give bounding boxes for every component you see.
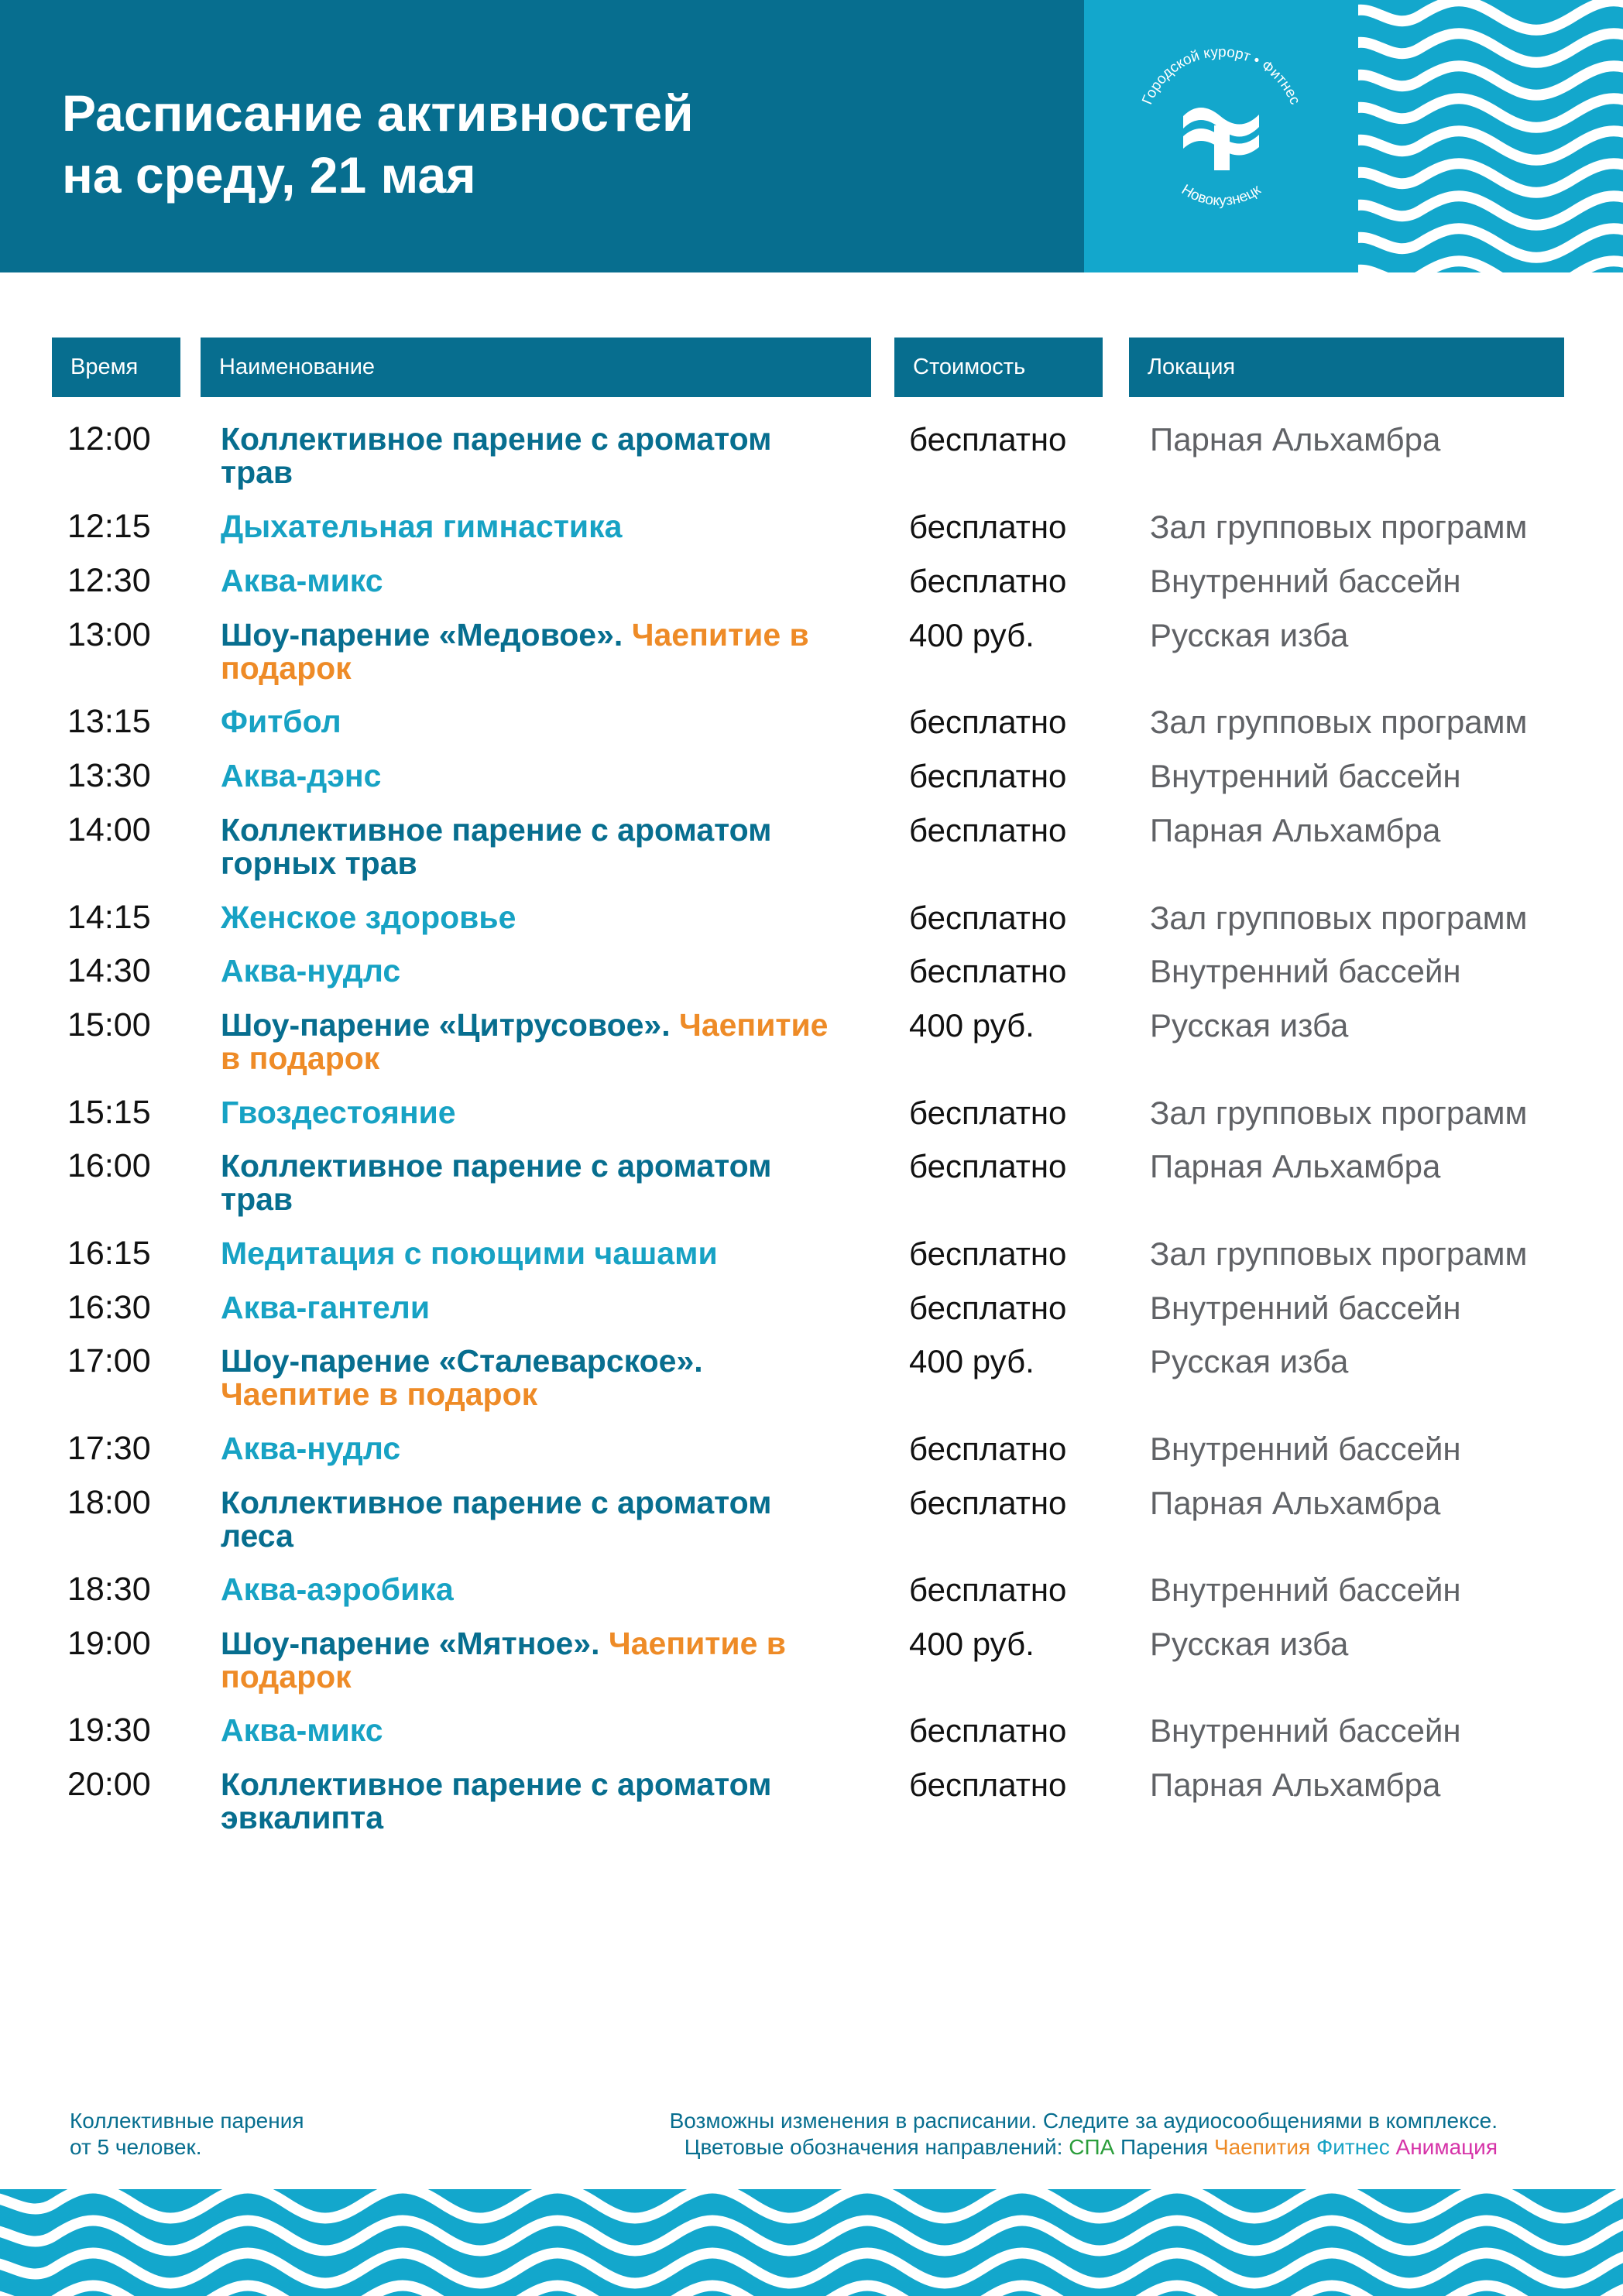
row-price: бесплатно: [909, 563, 1067, 599]
row-price: 400 руб.: [909, 1007, 1035, 1043]
row-time: 13:30: [67, 757, 151, 794]
row-location: Внутренний бассейн: [1150, 1431, 1461, 1467]
activity-title: Аква-микс: [221, 563, 383, 598]
row-location: Русская изба: [1150, 1343, 1349, 1379]
activity-title-cont: трав: [221, 1181, 293, 1217]
activity-title: Шоу-парение «Цитрусовое».: [221, 1007, 671, 1043]
row-price: бесплатно: [909, 1148, 1067, 1184]
row-activity-name: [221, 1009, 902, 1075]
logo-ring-text-top: Городской курорт • Фитнес: [1139, 43, 1303, 108]
tea-gift-note: Чаепитие в: [608, 1626, 786, 1661]
row-location: Парная Альхамбра: [1150, 812, 1441, 848]
row-location: Внутренний бассейн: [1150, 1712, 1461, 1749]
row-activity-name: [221, 1291, 902, 1324]
activity-title: Фитбол: [221, 704, 341, 739]
row-activity-name: [221, 1096, 902, 1129]
row-location: Зал групповых программ: [1150, 1095, 1528, 1131]
activity-title: Шоу-парение «Медовое».: [221, 617, 623, 653]
svg-text:Городской курорт • Фитнес: [1139, 44, 1303, 107]
row-price: бесплатно: [909, 758, 1067, 794]
row-time: 20:00: [67, 1766, 151, 1803]
row-price: бесплатно: [909, 1290, 1067, 1326]
activity-title: Аква-нудлс: [221, 953, 401, 989]
activity-title: Аква-нудлс: [221, 1431, 401, 1466]
footer-legend: [670, 2134, 1498, 2161]
wave-pattern-bottom: [0, 2189, 1623, 2296]
row-price: бесплатно: [909, 509, 1067, 545]
activity-title: Аква-микс: [221, 1712, 383, 1748]
row-activity-name: [221, 1573, 902, 1606]
row-location: Зал групповых программ: [1150, 1235, 1528, 1272]
tea-gift-note-cont: подарок: [221, 650, 352, 686]
row-activity-name: [221, 564, 902, 598]
tea-gift-note-cont: подарок: [221, 1659, 352, 1695]
row-price: 400 руб.: [909, 617, 1035, 653]
page-header: [0, 0, 1623, 272]
row-activity-name: [221, 814, 902, 880]
row-location: Внутренний бассейн: [1150, 1571, 1461, 1608]
activity-title: Коллективное парение с ароматом: [221, 812, 772, 848]
footer-note-line2: от 5 человек.: [70, 2135, 202, 2159]
column-header-time: Время: [52, 338, 180, 397]
row-activity-name: [221, 1345, 902, 1411]
row-price: бесплатно: [909, 421, 1067, 457]
row-price: бесплатно: [909, 1571, 1067, 1608]
row-location: Внутренний бассейн: [1150, 953, 1461, 989]
row-location: Зал групповых программ: [1150, 704, 1528, 740]
row-location: Парная Альхамбра: [1150, 1767, 1441, 1803]
activity-title: Коллективное парение с ароматом: [221, 1767, 772, 1802]
row-time: 12:00: [67, 420, 151, 457]
row-location: Парная Альхамбра: [1150, 1148, 1441, 1184]
column-header-name: Наименование: [201, 338, 871, 397]
activity-title: Шоу-парение «Мятное».: [221, 1626, 600, 1661]
row-time: 17:30: [67, 1430, 151, 1467]
brand-logo-panel: [1084, 0, 1358, 272]
row-activity-name: [221, 1150, 902, 1216]
footer-note-line1: Коллективные парения: [70, 2109, 304, 2133]
row-time: 15:00: [67, 1006, 151, 1043]
row-activity-name: [221, 1768, 902, 1835]
footer-note: [70, 2108, 304, 2161]
row-time: 19:30: [67, 1712, 151, 1749]
row-price: бесплатно: [909, 953, 1067, 989]
footer-changes-notice: Возможны изменения в расписании. Следите за аудиосообщениями в комплексе.: [669, 2109, 1498, 2133]
legend-fitness: Фитнес: [1316, 2135, 1390, 2159]
row-time: 18:00: [67, 1484, 151, 1521]
row-price: бесплатно: [909, 1235, 1067, 1272]
row-time: 16:30: [67, 1289, 151, 1326]
row-activity-name: [221, 1627, 902, 1694]
row-price: бесплатно: [909, 1485, 1067, 1521]
activity-title-cont: горных трав: [221, 845, 417, 881]
row-activity-name: [221, 1486, 902, 1553]
legend-animation: Анимация: [1395, 2135, 1498, 2159]
row-activity-name: [221, 954, 902, 988]
row-location: Внутренний бассейн: [1150, 1290, 1461, 1326]
activity-title: Дыхательная гимнастика: [221, 509, 623, 544]
activity-title: Женское здоровье: [221, 900, 516, 935]
row-time: 12:30: [67, 562, 151, 599]
row-location: Парная Альхамбра: [1150, 1485, 1441, 1521]
activity-title: Аква-дэнс: [221, 758, 382, 793]
column-header-location: Локация: [1129, 338, 1564, 397]
activity-title: Коллективное парение с ароматом: [221, 1148, 772, 1184]
row-time: 17:00: [67, 1342, 151, 1379]
activity-title-cont: леса: [221, 1518, 293, 1554]
row-activity-name: [221, 1432, 902, 1465]
row-time: 16:00: [67, 1147, 151, 1184]
tea-gift-note: Чаепитие в подарок: [221, 1376, 538, 1412]
page-title: [62, 82, 694, 206]
row-price: бесплатно: [909, 1712, 1067, 1749]
legend-spa: СПА: [1069, 2135, 1115, 2159]
row-activity-name: [221, 1714, 902, 1747]
row-price: 400 руб.: [909, 1343, 1035, 1379]
svg-text:Новокузнецк: [1179, 181, 1264, 209]
row-location: Парная Альхамбра: [1150, 421, 1441, 457]
row-time: 19:00: [67, 1625, 151, 1662]
activity-title: Гвоздестояние: [221, 1095, 456, 1130]
legend-steam: Парения: [1120, 2135, 1209, 2159]
row-location: Зал групповых программ: [1150, 509, 1528, 545]
row-time: 13:15: [67, 703, 151, 740]
row-activity-name: [221, 901, 902, 934]
row-time: 14:30: [67, 952, 151, 989]
row-time: 15:15: [67, 1094, 151, 1131]
row-price: 400 руб.: [909, 1626, 1035, 1662]
activity-title-cont: эвкалипта: [221, 1800, 384, 1835]
tea-gift-note: Чаепитие в: [631, 617, 809, 653]
row-activity-name: [221, 1237, 902, 1270]
row-price: бесплатно: [909, 704, 1067, 740]
legend-tea: Чаепития: [1213, 2135, 1311, 2159]
brand-logo-icon: [1084, 0, 1358, 272]
row-time: 13:00: [67, 616, 151, 653]
row-activity-name: [221, 705, 902, 738]
row-activity-name: [221, 759, 902, 793]
activity-title: Аква-гантели: [221, 1290, 431, 1325]
activity-title-cont: трав: [221, 454, 293, 490]
row-activity-name: [221, 510, 902, 543]
row-time: 18:30: [67, 1571, 151, 1608]
tea-gift-note: Чаепитие: [679, 1007, 829, 1043]
row-activity-name: [221, 423, 902, 489]
row-time: 14:00: [67, 811, 151, 848]
activity-title: Медитация с поющими чашами: [221, 1235, 718, 1271]
logo-ring-text-bottom: Новокузнецк: [1178, 181, 1264, 210]
page-title-line2: на среду, 21 мая: [62, 146, 476, 204]
activity-title: Коллективное парение с ароматом: [221, 1485, 772, 1520]
row-location: Русская изба: [1150, 1007, 1349, 1043]
legend-prefix: Цветовые обозначения направлений:: [684, 2135, 1063, 2159]
activity-title: Аква-аэробика: [221, 1571, 454, 1607]
row-price: бесплатно: [909, 1095, 1067, 1131]
row-location: Русская изба: [1150, 617, 1349, 653]
row-time: 14:15: [67, 899, 151, 936]
row-location: Внутренний бассейн: [1150, 758, 1461, 794]
activity-title: Коллективное парение с ароматом: [221, 421, 772, 457]
row-location: Русская изба: [1150, 1626, 1349, 1662]
row-price: бесплатно: [909, 812, 1067, 848]
row-price: бесплатно: [909, 1431, 1067, 1467]
page-title-line1: Расписание активностей: [62, 84, 694, 142]
activity-title: Шоу-парение «Сталеварское».: [221, 1343, 703, 1379]
row-time: 12:15: [67, 508, 151, 545]
row-location: Внутренний бассейн: [1150, 563, 1461, 599]
wave-pattern-top: [1358, 0, 1623, 272]
tea-gift-note-cont: в подарок: [221, 1040, 380, 1076]
row-activity-name: [221, 619, 902, 685]
row-time: 16:15: [67, 1235, 151, 1272]
row-price: бесплатно: [909, 1767, 1067, 1803]
footer-info: [670, 2108, 1498, 2161]
column-header-price: Стоимость: [894, 338, 1103, 397]
row-location: Зал групповых программ: [1150, 900, 1528, 936]
row-price: бесплатно: [909, 900, 1067, 936]
